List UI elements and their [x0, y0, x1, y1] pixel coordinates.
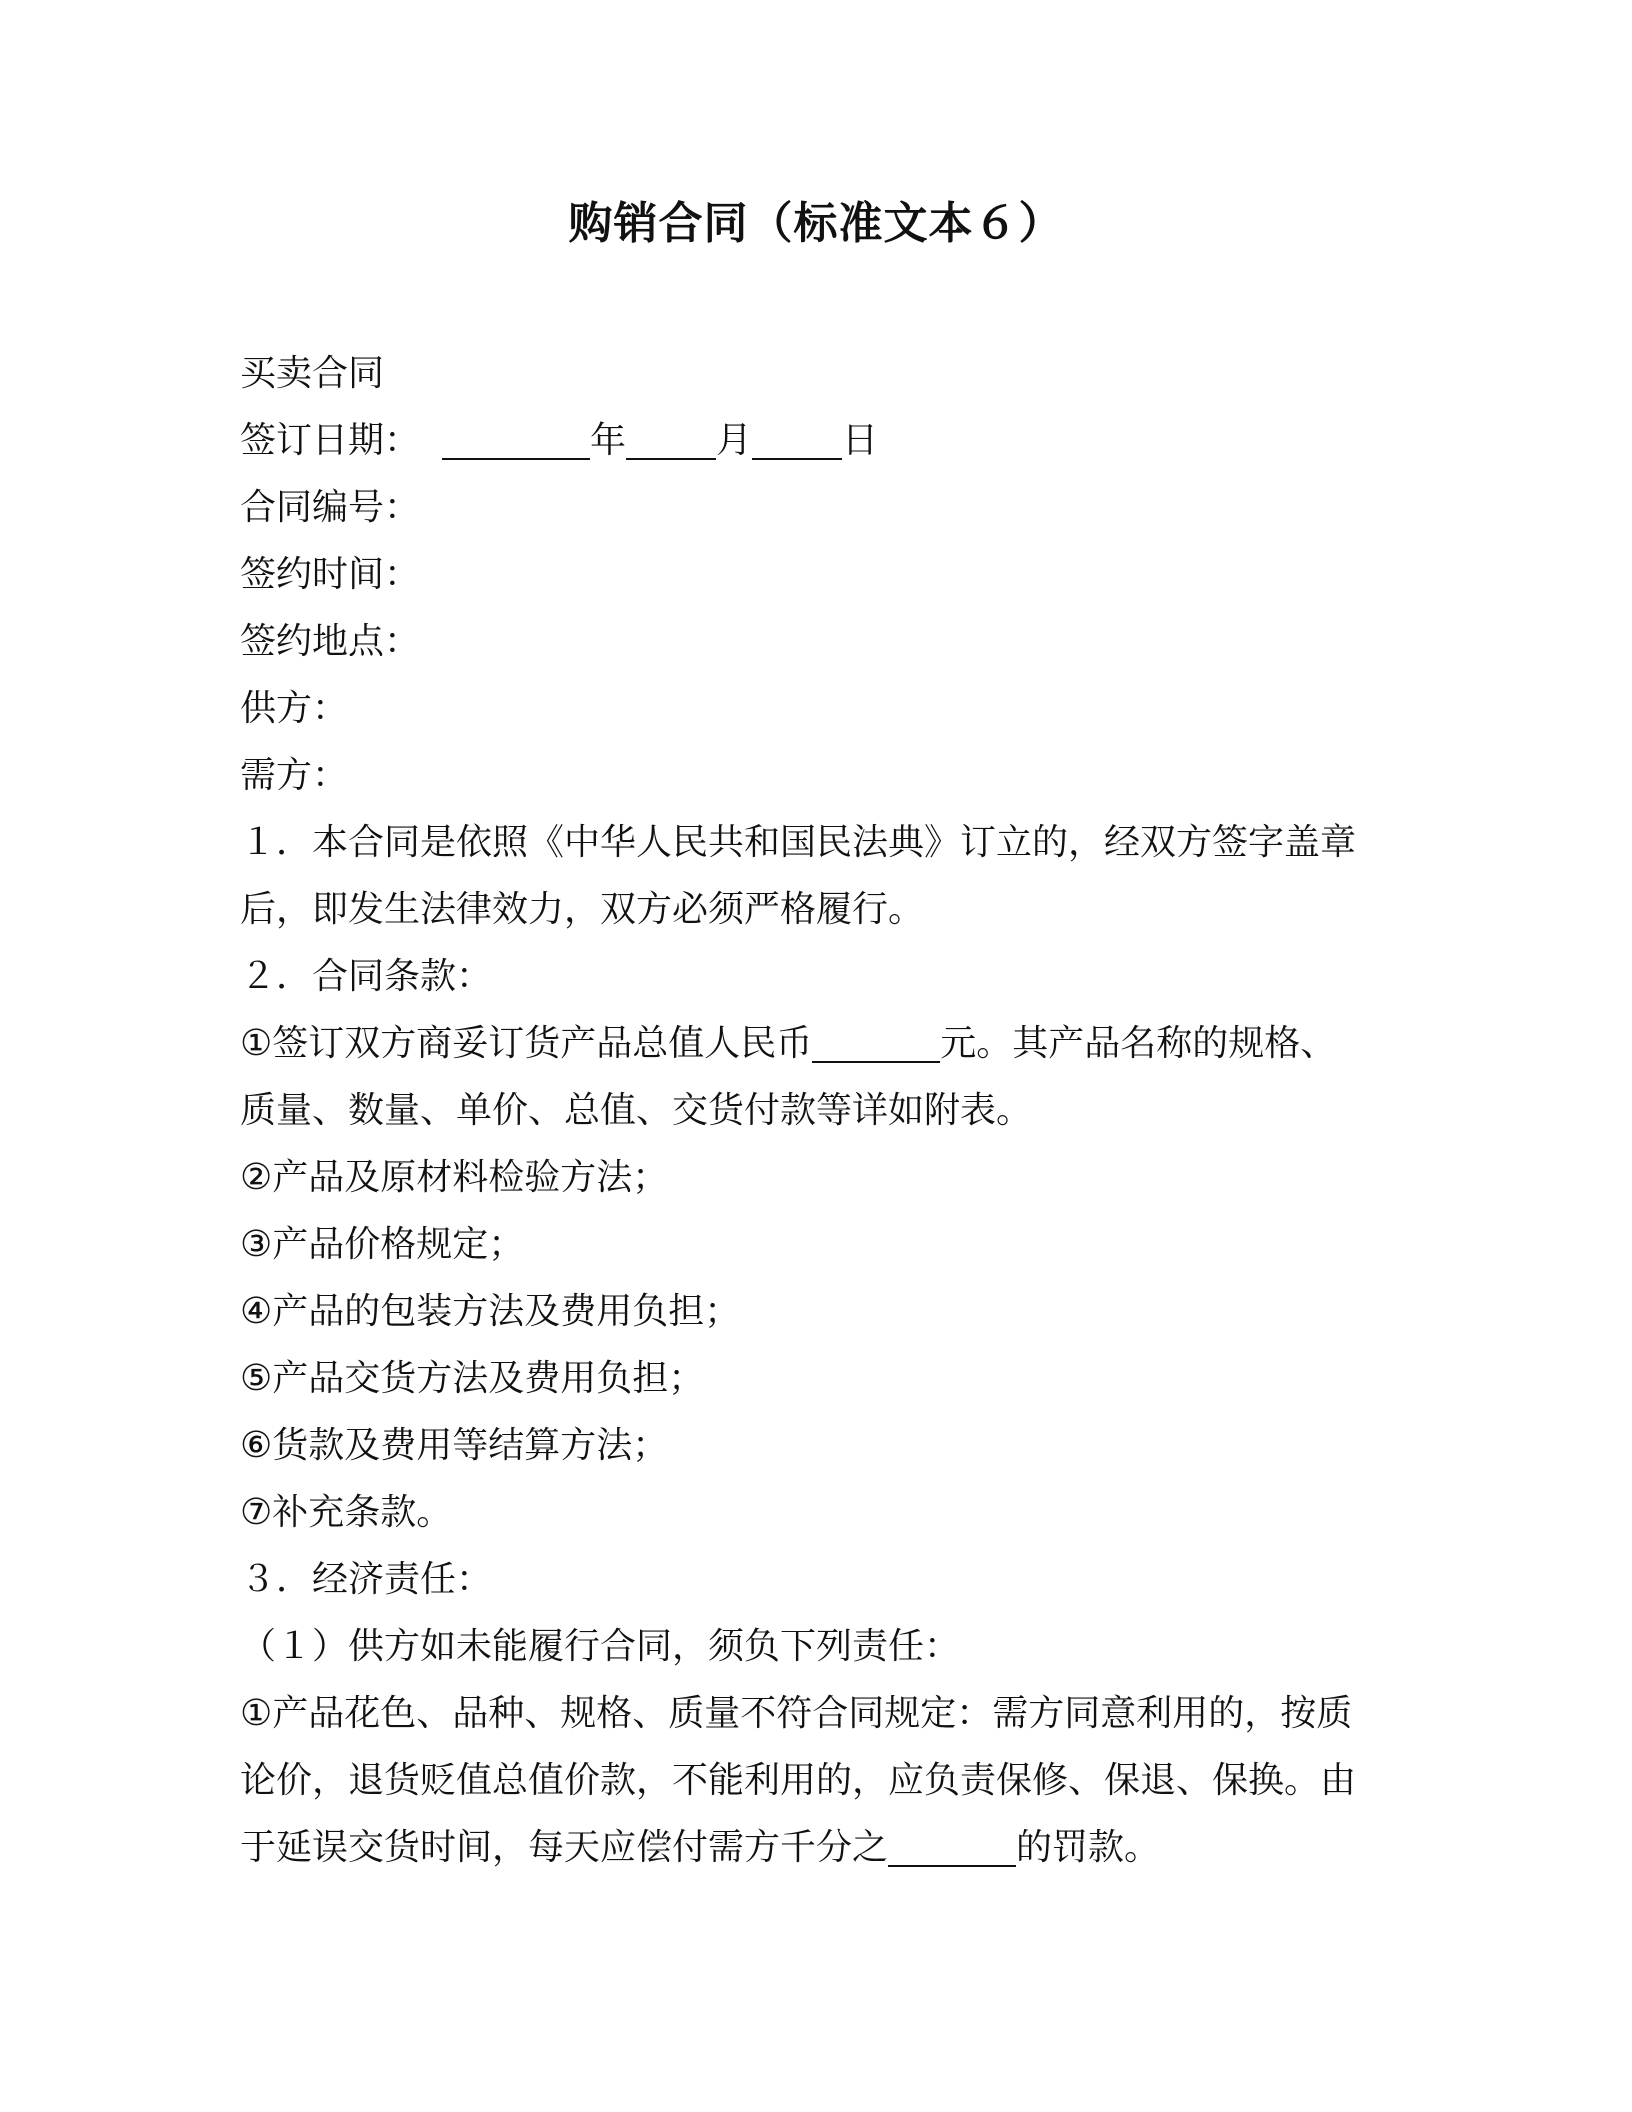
month-blank [626, 418, 716, 460]
year-blank [442, 418, 590, 460]
clause-2-heading: ２．合同条款： [240, 956, 493, 997]
document-title: 购销合同（标准文本６） [568, 198, 1064, 249]
clause-3-heading: ３．经济责任： [240, 1559, 493, 1600]
clause-3-sub-1-item-1-line-1: ①产品花色、品种、规格、质量不符合同规定：需方同意利用的，按质 [240, 1693, 1353, 1734]
sign-place-field: 签约地点： [240, 621, 421, 662]
sign-date-label: 签订日期： [240, 420, 421, 461]
clause-2-item-1-line-2: 质量、数量、单价、总值、交货付款等详如附表。 [240, 1090, 1033, 1131]
amount-blank [812, 1021, 940, 1063]
clause-2-item-7: ⑦补充条款。 [240, 1492, 453, 1533]
clause-2-item-1 [240, 1010, 1390, 1077]
document-body [240, 340, 1390, 1881]
clause-3-sub-1-item-1-line-3 [240, 1814, 1390, 1881]
sign-date-line [240, 407, 1390, 474]
contract-no-field: 合同编号： [240, 487, 421, 528]
sign-time-field: 签约时间： [240, 554, 421, 595]
month-label: 月 [716, 420, 753, 461]
day-blank [752, 418, 842, 460]
clause-2-item-2: ②产品及原材料检验方法； [240, 1157, 669, 1198]
clause-3-sub-1-item-1-line-2: 论价，退货贬值总值价款，不能利用的，应负责保修、保退、保换。由 [240, 1760, 1357, 1801]
day-label: 日 [842, 420, 879, 461]
clause-1-line-2: 后，即发生法律效力，双方必须严格履行。 [240, 889, 925, 930]
clause-3-sub-1-heading: （１）供方如未能履行合同，须负下列责任： [240, 1626, 961, 1667]
buyer-field: 需方： [240, 755, 349, 796]
clause-2-item-4: ④产品的包装方法及费用负担； [240, 1291, 741, 1332]
clause-2-item-3: ③产品价格规定； [240, 1224, 525, 1265]
penalty-text-a: 于延误交货时间，每天应偿付需方千分之 [240, 1827, 889, 1868]
clause-1-line-1: １．本合同是依照《中华人民共和国民法典》订立的，经双方签字盖章 [240, 822, 1357, 863]
document-subtitle: 买卖合同 [240, 353, 385, 394]
supplier-field: 供方： [240, 688, 349, 729]
penalty-text-b: 的罚款。 [1016, 1827, 1161, 1868]
clause-2-item-1-text-b: 元。其产品名称的规格、 [940, 1023, 1337, 1064]
clause-2-item-5: ⑤产品交货方法及费用负担； [240, 1358, 705, 1399]
clause-2-item-1-text-a: ①签订双方商妥订货产品总值人民币 [240, 1023, 813, 1064]
clause-2-item-6: ⑥货款及费用等结算方法； [240, 1425, 669, 1466]
penalty-blank [888, 1825, 1016, 1867]
year-label: 年 [590, 420, 627, 461]
